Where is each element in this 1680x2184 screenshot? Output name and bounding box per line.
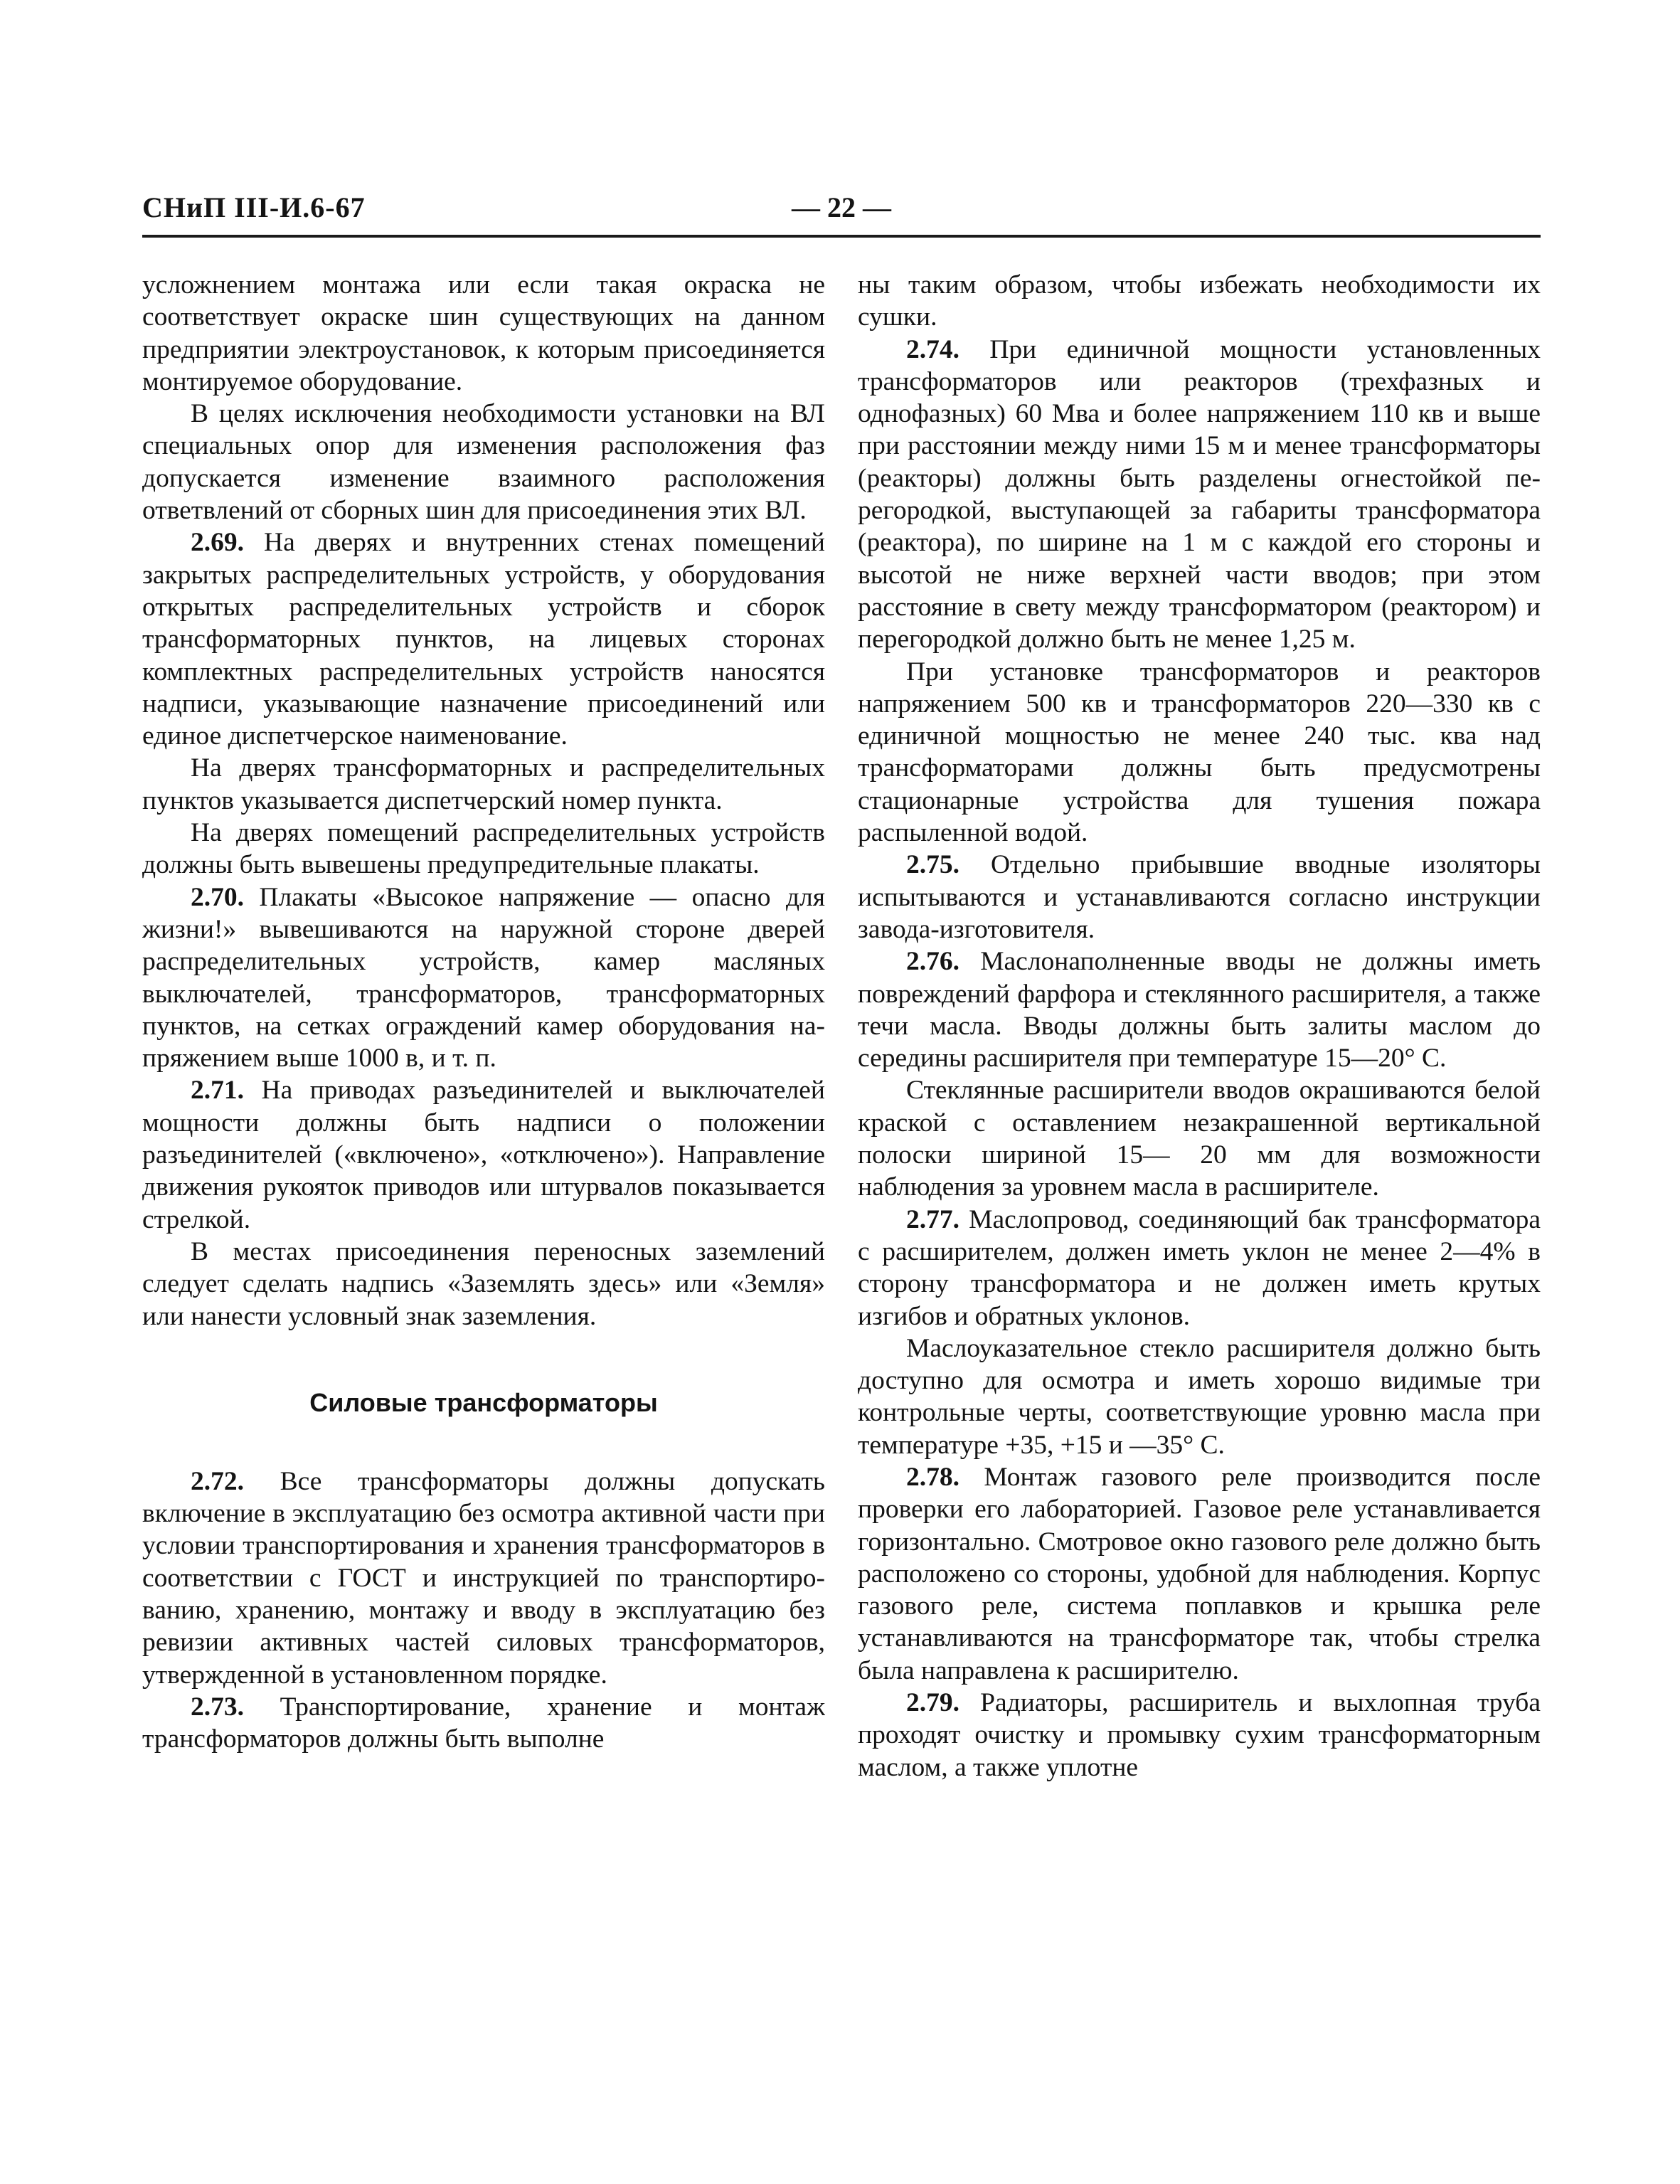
clause-text: Плакаты «Высокое напряжение — опасно для жизни!» вывешиваются на наружной стороне дверей распределительных устройств, камер масляных выключателей, трансформаторов, трансформаторных пунктов, на сетках ограждений камер оборудования напряжением выше 1000 в, и т. п.: [142, 882, 825, 1074]
document-code: СНиП III-И.6-67: [142, 191, 366, 223]
clause-number: 2.79.: [906, 1688, 959, 1718]
clause-number: 2.73.: [191, 1692, 244, 1722]
clause-2-74: [858, 334, 1541, 656]
clause-number: 2.77.: [906, 1204, 959, 1234]
clause-2-77: [858, 1204, 1541, 1332]
clause-2-79: [858, 1687, 1541, 1783]
clause-text: При единичной мощности установленных трансформаторов или реакторов (трехфазных и однофазных) 60 Мва и более напряжением 110 кв и выше при расстоянии между ними 15 м и менее трансформаторы (реакторы) должны быть разделены огнестойкой перегородкой, выступающей за габариты трансформатора (реактора), по ширине на 1 м с каждой его стороны и высотой не ниже верхней части вводов; при этом расстояние в свету между трансформатором (реактором) и перегородкой должно быть не менее 1,25 м.: [858, 334, 1541, 654]
paragraph: В местах присоединения переносных заземлений следует сделать надпись «Заземлять здесь» или «Земля» или нанести условный знак заземления.: [142, 1236, 825, 1331]
clause-number: 2.74.: [906, 334, 959, 364]
clause-2-71: [142, 1074, 825, 1235]
paragraph: Маслоуказательное стекло расширителя должно быть доступно для осмотра и иметь хорошо видимые три контрольные черты, соответствующие уровню масла при температуре +35, +15 и —35° С.: [858, 1333, 1541, 1460]
page-number: — 22 —: [792, 191, 891, 223]
clause-text: На приводах разъединителей и выключателей мощности должны быть надписи о положении разъединителей («включено», «отключено»). Направление движения рукояток приводов или штурвалов показывается стрелкой.: [142, 1076, 825, 1234]
clause-2-75: [858, 849, 1541, 945]
clause-number: 2.76.: [906, 947, 959, 977]
paragraph: На дверях помещений распределительных устройств должны быть вывешены предупредительные плакаты.: [142, 818, 825, 880]
clause-text: Радиаторы, расширитель и выхлопная труба проходят очистку и промывку сухим трансформаторным маслом, а также уплотне: [858, 1688, 1541, 1782]
clause-2-78: [858, 1461, 1541, 1687]
paragraph: ны таким образом, чтобы избежать необходимости их сушки.: [858, 270, 1541, 332]
clause-number: 2.72.: [191, 1466, 244, 1496]
clause-number: 2.75.: [906, 850, 959, 880]
clause-number: 2.69.: [191, 528, 244, 558]
paragraph: В целях исключения необходимости установки на ВЛ специальных опор для изменения расположения фаз допускается изменение взаимного расположения ответвлений от сборных шин для присоединения этих ВЛ.: [142, 399, 825, 526]
paragraph: При установке трансформаторов и реакторов напряжением 500 кв и трансформаторов 220—330 кв с единичной мощностью не менее 240 тыс. ква над трансформаторами должны быть предусмотрены стационарные устройства для тушения пожара распыленной водой.: [858, 657, 1541, 848]
clause-text: На дверях и внутренних стенах помещений закрытых распределительных устройств, у оборудования открытых распределительных устройств и сборок трансформаторных пунктов, на лицевых сторонах комплектных распределительных устройств наносятся надписи, указывающие назначение присоединений или единое диспетчерское наименование.: [142, 528, 825, 751]
clause-text: Маслопровод, соединяющий бак трансформатора с расширителем, должен иметь уклон не менее 2—4% в сторону трансформатора и не должен иметь крутых изгибов и обратных уклонов.: [858, 1204, 1541, 1331]
clause-text: Все трансформаторы должны допускать включение в эксплуатацию без осмотра активной части при условии транспортирования и хранения трансформаторов в соответствии с ГОСТ и инструкцией по транспортированию, хранению, монтажу и вводу в эксплуатацию без ревизии активных частей силовых трансформаторов, утвержденной в установленном порядке.: [142, 1466, 825, 1690]
header-rule: [142, 235, 1541, 238]
clause-2-70: [142, 881, 825, 1075]
clause-2-76: [858, 945, 1541, 1074]
clause-number: 2.71.: [191, 1076, 244, 1106]
clause-number: 2.70.: [191, 882, 244, 912]
page-header: [142, 191, 1541, 233]
clause-2-73: [142, 1691, 825, 1756]
right-column: [858, 269, 1541, 2104]
clause-text: Транспортирование, хранение и монтаж трансформаторов должны быть выполне: [142, 1692, 825, 1754]
clause-2-69: [142, 526, 825, 752]
clause-2-72: [142, 1465, 825, 1691]
clause-number: 2.78.: [906, 1462, 959, 1492]
clause-text: Маслонаполненные вводы не должны иметь повреждений фарфора и стеклянного расширителя, а также течи масла. Вводы должны быть залиты маслом до середины расширителя при температуре 15—20° С.: [858, 947, 1541, 1074]
paragraph: усложнением монтажа или если такая окраска не соответствует окраске шин существующих на данном предприятии электроустановок, к которым присоединяется монтируемое оборудование.: [142, 270, 825, 396]
clause-text: Монтаж газового реле производится после проверки его лабораторией. Газовое реле устанавливается горизонтально. Смотровое окно газового реле должно быть расположено со стороны, удобной для наблюдения. Корпус газового реле, система поплавков и крышка реле устанавливаются на трансформаторе так, чтобы стрелка была направлена к расширителю.: [858, 1462, 1541, 1685]
left-column: [142, 269, 825, 2104]
paragraph: Стеклянные расширители вводов окрашиваются белой краской с оставлением незакрашенной вертикальной полоски шириной 15— 20 мм для возможности наблюдения за уровнем масла в расширителе.: [858, 1076, 1541, 1202]
paragraph: На дверях трансформаторных и распределительных пунктов указывается диспетчерский номер пункта.: [142, 753, 825, 815]
section-heading: Силовые трансформаторы: [309, 1387, 658, 1417]
clause-text: Отдельно прибывшие вводные изоляторы испытываются и устанавливаются согласно инструкции завода-изготовителя.: [858, 850, 1541, 944]
